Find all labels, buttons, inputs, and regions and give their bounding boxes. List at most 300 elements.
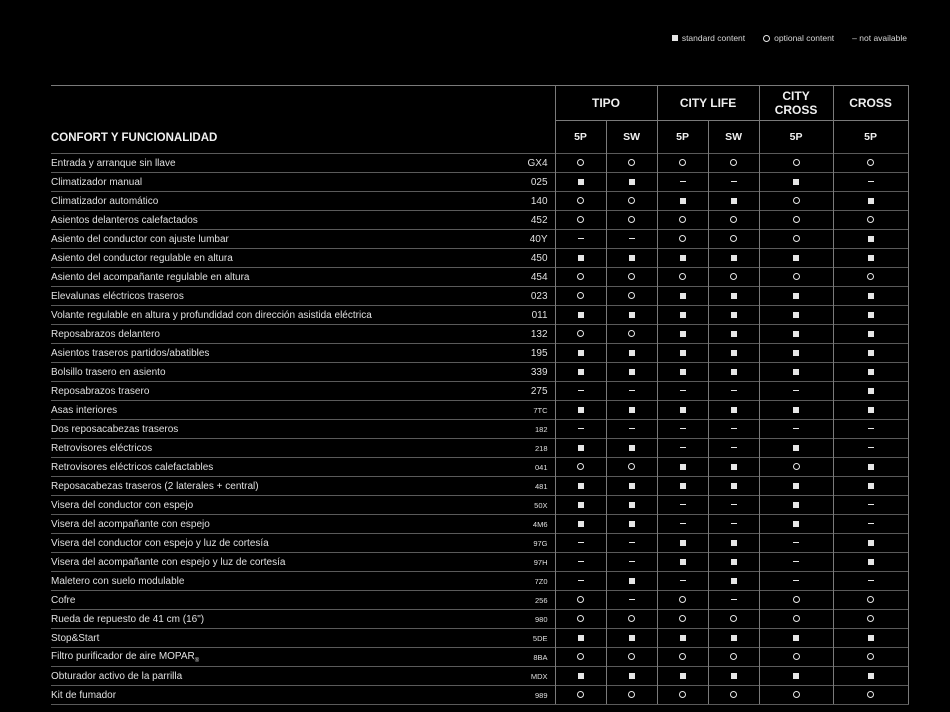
not-available-dash-icon [868, 580, 874, 581]
optional-circle-icon [793, 463, 800, 470]
standard-square-icon [793, 521, 799, 527]
standard-square-icon [680, 635, 686, 641]
standard-square-icon [793, 312, 799, 318]
table-row [51, 496, 908, 515]
availability-cell [606, 591, 657, 610]
availability-cell [708, 591, 759, 610]
standard-square-icon [578, 445, 584, 451]
availability-cell [759, 154, 833, 173]
option-code: 025 [483, 173, 555, 192]
table-row [51, 192, 908, 211]
availability-cell [833, 287, 908, 306]
not-available-dash-icon [731, 428, 737, 429]
variant-header: SW [606, 121, 657, 154]
availability-cell [555, 515, 606, 534]
availability-cell [606, 363, 657, 382]
availability-cell [657, 439, 708, 458]
section-title-cell [51, 86, 555, 154]
standard-square-icon [731, 293, 737, 299]
variant-header: 5P [833, 121, 908, 154]
standard-square-icon [680, 312, 686, 318]
variant-header: 5P [657, 121, 708, 154]
availability-cell [833, 401, 908, 420]
option-code: 8BA [483, 648, 555, 667]
not-available-dash-icon [793, 580, 799, 581]
feature-label: Climatizador automático [51, 195, 159, 207]
feature-name [51, 249, 483, 268]
availability-cell [708, 496, 759, 515]
availability-cell [606, 496, 657, 515]
option-code: 481 [483, 477, 555, 496]
standard-square-icon [578, 179, 584, 185]
table-row [51, 306, 908, 325]
not-available-dash-icon [731, 181, 737, 182]
availability-cell [833, 458, 908, 477]
table-row [51, 325, 908, 344]
standard-square-icon [868, 331, 874, 337]
availability-cell [657, 306, 708, 325]
availability-cell [833, 439, 908, 458]
standard-square-icon [680, 559, 686, 565]
standard-square-icon [680, 198, 686, 204]
optional-circle-icon [793, 596, 800, 603]
optional-circle-icon [763, 35, 770, 42]
optional-circle-icon [577, 615, 584, 622]
option-code: 7Z0 [483, 572, 555, 591]
availability-cell [657, 154, 708, 173]
option-code: 140 [483, 192, 555, 211]
availability-cell [657, 192, 708, 211]
standard-square-icon [868, 464, 874, 470]
availability-cell [833, 534, 908, 553]
standard-square-icon [793, 331, 799, 337]
standard-square-icon [578, 350, 584, 356]
availability-cell [759, 382, 833, 401]
optional-circle-icon [730, 235, 737, 242]
table-row [51, 211, 908, 230]
availability-cell [657, 667, 708, 686]
availability-cell [555, 192, 606, 211]
availability-cell [759, 572, 833, 591]
availability-cell [606, 572, 657, 591]
availability-cell [833, 325, 908, 344]
optional-circle-icon [793, 653, 800, 660]
optional-circle-icon [628, 691, 635, 698]
option-code: 023 [483, 287, 555, 306]
table-row [51, 154, 908, 173]
optional-circle-icon [628, 653, 635, 660]
availability-cell [606, 154, 657, 173]
availability-cell [657, 629, 708, 648]
availability-cell [759, 344, 833, 363]
not-available-dash-icon [680, 447, 686, 448]
optional-circle-icon [679, 216, 686, 223]
availability-cell [833, 173, 908, 192]
standard-square-icon [680, 255, 686, 261]
not-available-dash-icon [793, 561, 799, 562]
availability-cell [606, 648, 657, 667]
model-tipo: TIPO [555, 86, 657, 121]
standard-square-icon [680, 540, 686, 546]
option-code: 041 [483, 458, 555, 477]
availability-cell [555, 287, 606, 306]
optional-circle-icon [577, 197, 584, 204]
availability-cell [555, 211, 606, 230]
standard-square-icon [629, 502, 635, 508]
availability-cell [708, 287, 759, 306]
standard-square-icon [868, 255, 874, 261]
option-code: 454 [483, 268, 555, 287]
availability-cell [833, 382, 908, 401]
feature-name [51, 648, 483, 667]
availability-cell [708, 154, 759, 173]
availability-cell [759, 420, 833, 439]
standard-square-icon [629, 179, 635, 185]
optional-circle-icon [793, 615, 800, 622]
variant-header: 5P [759, 121, 833, 154]
optional-circle-icon [679, 653, 686, 660]
optional-circle-icon [730, 159, 737, 166]
model-header-row [51, 86, 908, 121]
not-available-dash-icon [731, 523, 737, 524]
optional-circle-icon [577, 653, 584, 660]
availability-cell [555, 154, 606, 173]
availability-cell [708, 344, 759, 363]
availability-cell [708, 211, 759, 230]
optional-circle-icon [679, 691, 686, 698]
feature-label: Visera del conductor con espejo [51, 499, 194, 511]
spec-rows [51, 154, 908, 705]
optional-circle-icon [628, 615, 635, 622]
availability-cell [759, 325, 833, 344]
standard-square-icon [578, 255, 584, 261]
feature-name [51, 344, 483, 363]
option-code: 275 [483, 382, 555, 401]
availability-cell [606, 211, 657, 230]
standard-square-icon [672, 35, 678, 41]
availability-cell [759, 230, 833, 249]
availability-cell [657, 230, 708, 249]
availability-cell [759, 306, 833, 325]
availability-cell [759, 249, 833, 268]
availability-cell [555, 401, 606, 420]
standard-square-icon [680, 464, 686, 470]
option-code: 97G [483, 534, 555, 553]
standard-square-icon [868, 312, 874, 318]
feature-label: Reposabrazos trasero [51, 385, 150, 397]
option-code: 4M6 [483, 515, 555, 534]
availability-cell [555, 382, 606, 401]
option-code: 452 [483, 211, 555, 230]
availability-cell [759, 534, 833, 553]
availability-cell [606, 686, 657, 705]
availability-cell [657, 477, 708, 496]
optional-circle-icon [628, 463, 635, 470]
standard-square-icon [868, 236, 874, 242]
availability-cell [606, 382, 657, 401]
standard-square-icon [680, 483, 686, 489]
table-row [51, 458, 908, 477]
feature-label: Volante regulable en altura y profundidad con dirección asistida eléctrica [51, 309, 372, 321]
availability-cell [657, 610, 708, 629]
standard-square-icon [578, 673, 584, 679]
registered-mark: ® [194, 657, 200, 664]
table-row [51, 591, 908, 610]
standard-square-icon [629, 483, 635, 489]
standard-square-icon [578, 635, 584, 641]
availability-cell [606, 268, 657, 287]
availability-cell [657, 572, 708, 591]
availability-cell [833, 154, 908, 173]
feature-label: Visera del acompañante con espejo [51, 518, 210, 530]
availability-cell [833, 572, 908, 591]
standard-square-icon [793, 673, 799, 679]
availability-cell [759, 173, 833, 192]
table-row [51, 667, 908, 686]
table-row [51, 572, 908, 591]
table-row [51, 382, 908, 401]
availability-cell [759, 515, 833, 534]
optional-circle-icon [577, 292, 584, 299]
availability-cell [555, 363, 606, 382]
feature-label: Asientos traseros partidos/abatibles [51, 347, 210, 359]
table-row [51, 477, 908, 496]
optional-circle-icon [628, 197, 635, 204]
not-available-dash-icon [731, 504, 737, 505]
availability-cell [833, 211, 908, 230]
standard-square-icon [578, 407, 584, 413]
optional-circle-icon [577, 596, 584, 603]
legend-standard [672, 33, 745, 43]
not-available-dash-icon [680, 504, 686, 505]
option-code: GX4 [483, 154, 555, 173]
feature-label: Visera del conductor con espejo y luz de cortesía [51, 537, 269, 549]
availability-cell [606, 420, 657, 439]
optional-circle-icon [577, 216, 584, 223]
optional-circle-icon [628, 330, 635, 337]
availability-cell [606, 230, 657, 249]
availability-cell [708, 515, 759, 534]
availability-cell [708, 572, 759, 591]
standard-square-icon [731, 407, 737, 413]
optional-circle-icon [679, 596, 686, 603]
availability-cell [606, 515, 657, 534]
availability-cell [833, 344, 908, 363]
availability-cell [759, 268, 833, 287]
option-code: 182 [483, 420, 555, 439]
availability-cell [555, 591, 606, 610]
standard-square-icon [578, 502, 584, 508]
not-available-dash-icon [629, 599, 635, 600]
legend-not-available [852, 33, 907, 43]
legend-standard-label: standard content [681, 33, 746, 43]
optional-circle-icon [577, 691, 584, 698]
not-available-dash-icon [629, 390, 635, 391]
availability-cell [833, 610, 908, 629]
availability-cell [606, 610, 657, 629]
feature-name [51, 173, 483, 192]
availability-cell [833, 629, 908, 648]
optional-circle-icon [730, 273, 737, 280]
availability-cell [606, 629, 657, 648]
standard-square-icon [578, 369, 584, 375]
availability-cell [657, 648, 708, 667]
table-row [51, 344, 908, 363]
availability-cell [555, 230, 606, 249]
availability-cell [708, 648, 759, 667]
standard-square-icon [731, 350, 737, 356]
standard-square-icon [731, 673, 737, 679]
legend-optional [763, 33, 834, 43]
model-city-cross: CITY CROSS [759, 86, 833, 121]
not-available-dash-icon [793, 390, 799, 391]
feature-name [51, 420, 483, 439]
availability-cell [708, 553, 759, 572]
option-code: 011 [483, 306, 555, 325]
option-code: 195 [483, 344, 555, 363]
availability-cell [555, 629, 606, 648]
feature-label: Bolsillo trasero en asiento [51, 366, 166, 378]
standard-square-icon [793, 407, 799, 413]
model-city-life: CITY LIFE [657, 86, 759, 121]
standard-square-icon [868, 198, 874, 204]
variant-header: 5P [555, 121, 606, 154]
availability-cell [606, 401, 657, 420]
feature-name [51, 192, 483, 211]
feature-label: Maletero con suelo modulable [51, 575, 185, 587]
optional-circle-icon [577, 330, 584, 337]
not-available-dash-icon [578, 561, 584, 562]
feature-name [51, 477, 483, 496]
not-available-dash-icon [793, 542, 799, 543]
availability-cell [833, 249, 908, 268]
optional-circle-icon [730, 216, 737, 223]
not-available-dash-icon [578, 390, 584, 391]
standard-square-icon [731, 331, 737, 337]
availability-cell [759, 686, 833, 705]
availability-cell [708, 382, 759, 401]
table-row [51, 534, 908, 553]
feature-name [51, 496, 483, 515]
standard-square-icon [868, 407, 874, 413]
feature-label: Filtro purificador de aire MOPAR [51, 650, 195, 662]
not-available-dash-icon [868, 447, 874, 448]
feature-label: Asiento del conductor regulable en altura [51, 252, 233, 264]
availability-cell [555, 344, 606, 363]
availability-cell [555, 325, 606, 344]
standard-square-icon [868, 350, 874, 356]
not-available-dash-icon [680, 428, 686, 429]
feature-name [51, 591, 483, 610]
standard-square-icon [680, 369, 686, 375]
availability-cell [833, 515, 908, 534]
standard-square-icon [731, 464, 737, 470]
availability-cell [833, 230, 908, 249]
standard-square-icon [731, 255, 737, 261]
availability-cell [606, 306, 657, 325]
optional-circle-icon [867, 273, 874, 280]
standard-square-icon [629, 673, 635, 679]
availability-cell [657, 420, 708, 439]
not-available-dash-icon [680, 523, 686, 524]
availability-cell [657, 515, 708, 534]
option-code: 132 [483, 325, 555, 344]
standard-square-icon [731, 369, 737, 375]
availability-cell [708, 306, 759, 325]
availability-cell [657, 344, 708, 363]
optional-circle-icon [628, 292, 635, 299]
table-row [51, 629, 908, 648]
not-available-dash-icon [680, 181, 686, 182]
spec-table [51, 85, 909, 705]
not-available-dash-icon [680, 580, 686, 581]
optional-circle-icon [730, 691, 737, 698]
legend-optional-label: optional content [774, 33, 835, 43]
table-row [51, 268, 908, 287]
standard-square-icon [868, 388, 874, 394]
optional-circle-icon [867, 691, 874, 698]
standard-square-icon [731, 540, 737, 546]
standard-square-icon [868, 540, 874, 546]
feature-label: Retrovisores eléctricos calefactables [51, 461, 214, 473]
standard-square-icon [629, 350, 635, 356]
feature-name [51, 230, 483, 249]
availability-cell [657, 534, 708, 553]
feature-name [51, 363, 483, 382]
optional-circle-icon [679, 235, 686, 242]
availability-cell [555, 173, 606, 192]
feature-name [51, 686, 483, 705]
table-row [51, 363, 908, 382]
standard-square-icon [793, 179, 799, 185]
availability-cell [555, 572, 606, 591]
availability-cell [759, 496, 833, 515]
availability-cell [708, 268, 759, 287]
availability-cell [708, 420, 759, 439]
option-code: 980 [483, 610, 555, 629]
feature-label: Elevalunas eléctricos traseros [51, 290, 184, 302]
availability-cell [606, 344, 657, 363]
optional-circle-icon [793, 197, 800, 204]
availability-cell [833, 420, 908, 439]
availability-cell [606, 458, 657, 477]
availability-cell [555, 268, 606, 287]
availability-cell [555, 477, 606, 496]
standard-square-icon [793, 635, 799, 641]
legend-not-available-label: – not available [852, 33, 907, 43]
availability-cell [606, 534, 657, 553]
availability-cell [657, 458, 708, 477]
availability-cell [555, 458, 606, 477]
availability-cell [708, 534, 759, 553]
feature-label: Reposabrazos delantero [51, 328, 160, 340]
not-available-dash-icon [629, 542, 635, 543]
feature-name [51, 401, 483, 420]
option-code: 450 [483, 249, 555, 268]
option-code: 50X [483, 496, 555, 515]
option-code: 40Y [483, 230, 555, 249]
availability-cell [833, 553, 908, 572]
standard-square-icon [793, 350, 799, 356]
optional-circle-icon [793, 159, 800, 166]
option-code: 218 [483, 439, 555, 458]
feature-name [51, 553, 483, 572]
variant-header: SW [708, 121, 759, 154]
feature-name [51, 325, 483, 344]
standard-square-icon [680, 293, 686, 299]
feature-name [51, 382, 483, 401]
not-available-dash-icon [868, 181, 874, 182]
